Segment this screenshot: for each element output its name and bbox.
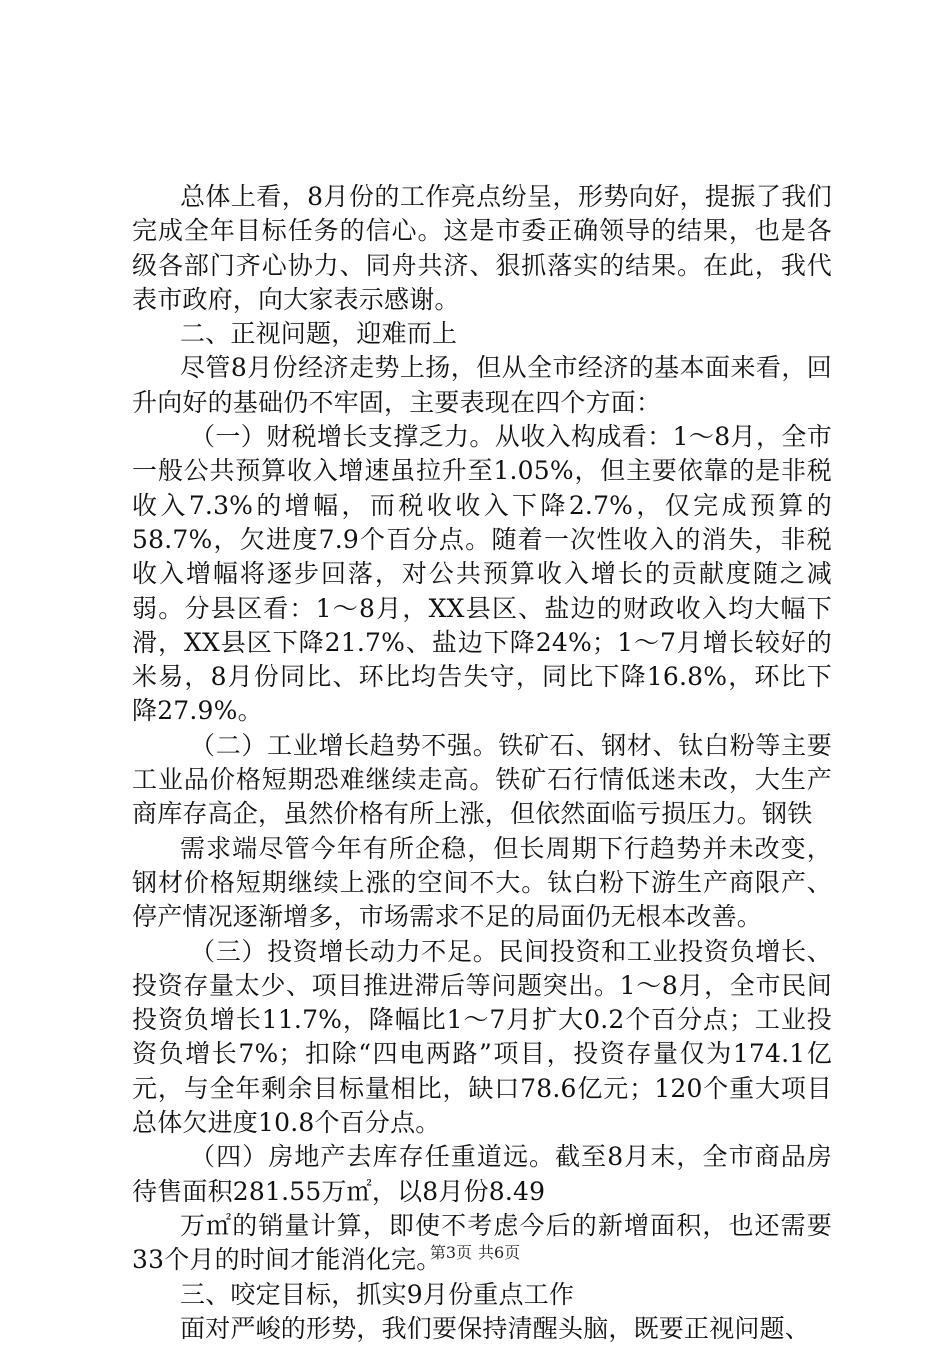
paragraph-industry-continued: 需求端尽管今年有所企稳，但长周期下行趋势并未改变，钢材价格短期继续上涨的空间不大。钛白粉下游生产商限产、停产情况逐渐增多，市场需求不足的局面仍无根本改善。 [132, 833, 832, 932]
paragraph-fiscal: （一）财税增长支撑乏力。从收入构成看：1～8月，全市一般公共预算收入增速虽拉升至1.05%，但主要依靠的是非税收入7.3%的增幅，而税收收入下降2.7%，仅完成预算的58.7%，欠进度7.9个百分点。随着一次性收入的消失，非税收入增幅将逐步回落，对公共预算收入增长的贡献度随之减弱。分县区看：1～8月，XX县区、盐边的财政收入均大幅下滑，XX县区下降21.7%、盐边下降24%；1～7月增长较好的米易，8月份同比、环比均告失守，同比下降16.8%，环比下降27.9%。 [132, 422, 832, 726]
section-heading-2: 二、正视问题，迎难而上 [180, 319, 458, 349]
section-heading-3: 三、咬定目标，抓实9月份重点工作 [180, 1279, 575, 1309]
paragraph-closing: 面对严峻的形势，我们要保持清醒头脑，既要正视问题、 [180, 1313, 811, 1343]
paragraph-real-estate: （四）房地产去库存任重道远。截至8月末，全市商品房待售面积281.55万㎡，以8月份8.49 [132, 1142, 832, 1206]
page-total: 共6页 [478, 1243, 521, 1262]
paragraph-investment: （三）投资增长动力不足。民间投资和工业投资负增长、投资存量太少、项目推进滞后等问题突出。1～8月，全市民间投资负增长11.7%，降幅比1～7月扩大0.2个百分点；工业投资负增长7%；扣除“四电两路”项目，投资存量仅为174.1亿元，与全年剩余目标量相比，缺口78.6亿元；120个重大项目总体欠进度10.8个百分点。 [132, 936, 832, 1138]
page-footer [0, 1240, 950, 1263]
paragraph-industry: （二）工业增长趋势不强。铁矿石、钢材、钛白粉等主要工业品价格短期恐难继续走高。铁矿石行情低迷未改，大生产商库存高企，虽然价格有所上涨，但依然面临亏损压力。钢铁 [132, 730, 832, 829]
document-body [132, 180, 832, 1346]
paragraph-intro-problems: 尽管8月份经济走势上扬，但从全市经济的基本面来看，回升向好的基础仍不牢固，主要表现在四个方面： [132, 353, 832, 417]
paragraph-summary: 总体上看，8月份的工作亮点纷呈，形势向好，提振了我们完成全年目标任务的信心。这是市委正确领导的结果，也是各级各部门齐心协力、同舟共济、狠抓落实的结果。在此，我代表市政府，向大家表示感谢。 [132, 182, 832, 314]
paragraph-real-estate-continued: 万㎡的销量计算，即使不考虑今后的新增面积，也还需要33个月的时间才能消化完。 [132, 1210, 832, 1275]
page-number: 第3页 [429, 1243, 472, 1262]
